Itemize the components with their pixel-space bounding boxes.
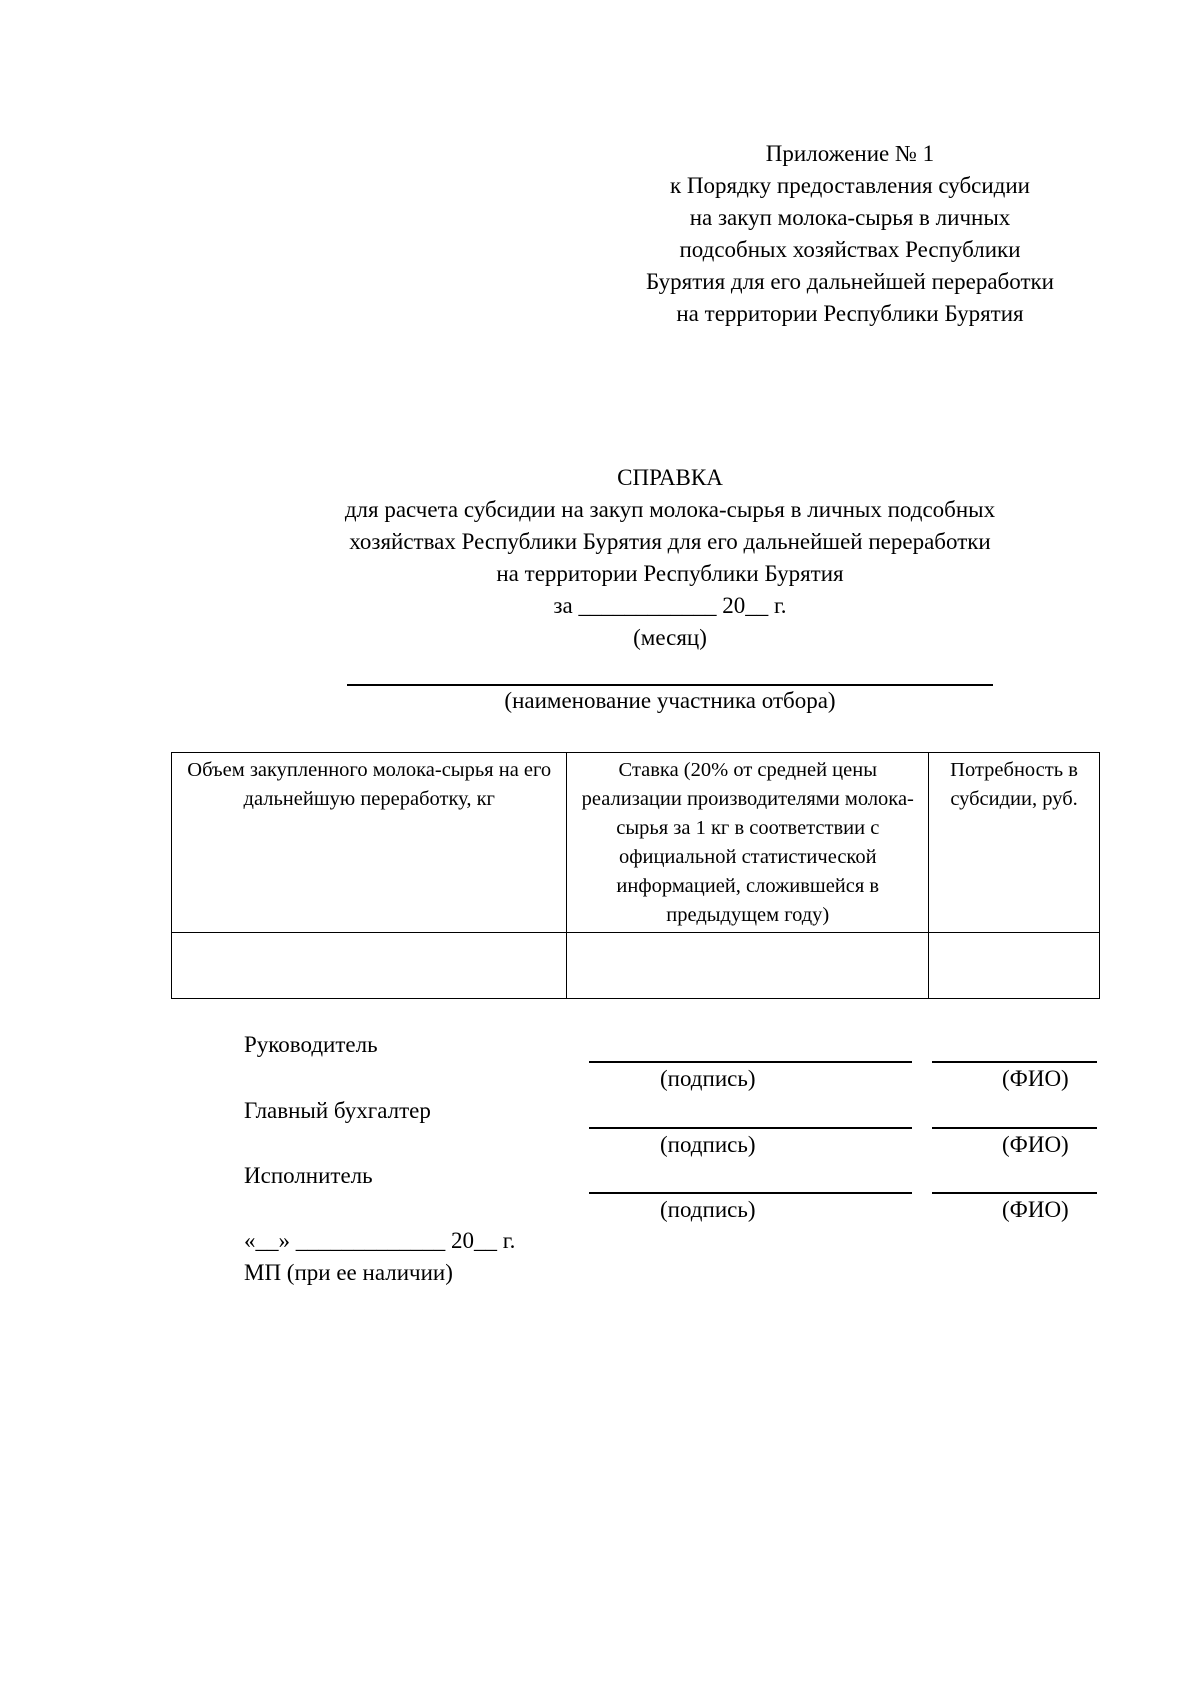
appendix-block bbox=[600, 138, 1100, 330]
header-need: Потребность в субсидии, руб. bbox=[929, 753, 1100, 933]
title-line: на территории Республики Бурятия bbox=[496, 561, 844, 586]
appendix-line: Бурятия для его дальнейшей переработки bbox=[646, 269, 1054, 294]
sign-caption-executor: (подпись) bbox=[660, 1197, 756, 1222]
appendix-line: на закуп молока-сырья в личных bbox=[689, 205, 1011, 230]
document-heading: СПРАВКА bbox=[617, 465, 723, 490]
table-cell-volume[interactable] bbox=[172, 933, 567, 999]
period-line: за ____________ 20__ г. bbox=[553, 593, 787, 618]
signature-role-head: Руководитель bbox=[244, 1032, 378, 1057]
name-caption-executor: (ФИО) bbox=[1002, 1197, 1069, 1222]
title-line: для расчета субсидии на закуп молока-сырья в личных подсобных bbox=[344, 497, 996, 522]
stamp-note: МП (при ее наличии) bbox=[244, 1260, 453, 1285]
name-caption-head: (ФИО) bbox=[1002, 1066, 1069, 1091]
document-title-block bbox=[240, 462, 1100, 654]
subsidy-table bbox=[171, 752, 1100, 999]
appendix-line: на территории Республики Бурятия bbox=[676, 301, 1024, 326]
table-row bbox=[172, 933, 1100, 999]
appendix-line: Приложение № 1 bbox=[765, 141, 935, 166]
date-line: «__» _____________ 20__ г. bbox=[244, 1228, 516, 1253]
table-header-row bbox=[172, 753, 1100, 933]
signature-role-executor: Исполнитель bbox=[244, 1163, 373, 1188]
sign-caption-accountant: (подпись) bbox=[660, 1132, 756, 1157]
header-volume: Объем закупленного молока-сырья на его дальнейшую переработку, кг bbox=[172, 753, 567, 933]
appendix-line: подсобных хозяйствах Республики bbox=[679, 237, 1021, 262]
period-caption: (месяц) bbox=[633, 625, 707, 650]
participant-caption: (наименование участника отбора) bbox=[504, 688, 836, 713]
appendix-line: к Порядку предоставления субсидии bbox=[670, 173, 1030, 198]
title-line: хозяйствах Республики Бурятия для его дальнейшей переработки bbox=[349, 529, 991, 554]
table-cell-rate[interactable] bbox=[567, 933, 929, 999]
signature-role-accountant: Главный бухгалтер bbox=[244, 1098, 431, 1123]
table-cell-need[interactable] bbox=[929, 933, 1100, 999]
sign-caption-head: (подпись) bbox=[660, 1066, 756, 1091]
name-caption-accountant: (ФИО) bbox=[1002, 1132, 1069, 1157]
header-rate: Ставка (20% от средней цены реализации производителями молока-сырья за 1 кг в соответствии с официальной статистической информацией, сложившейся в предыдущем году) bbox=[567, 753, 929, 933]
